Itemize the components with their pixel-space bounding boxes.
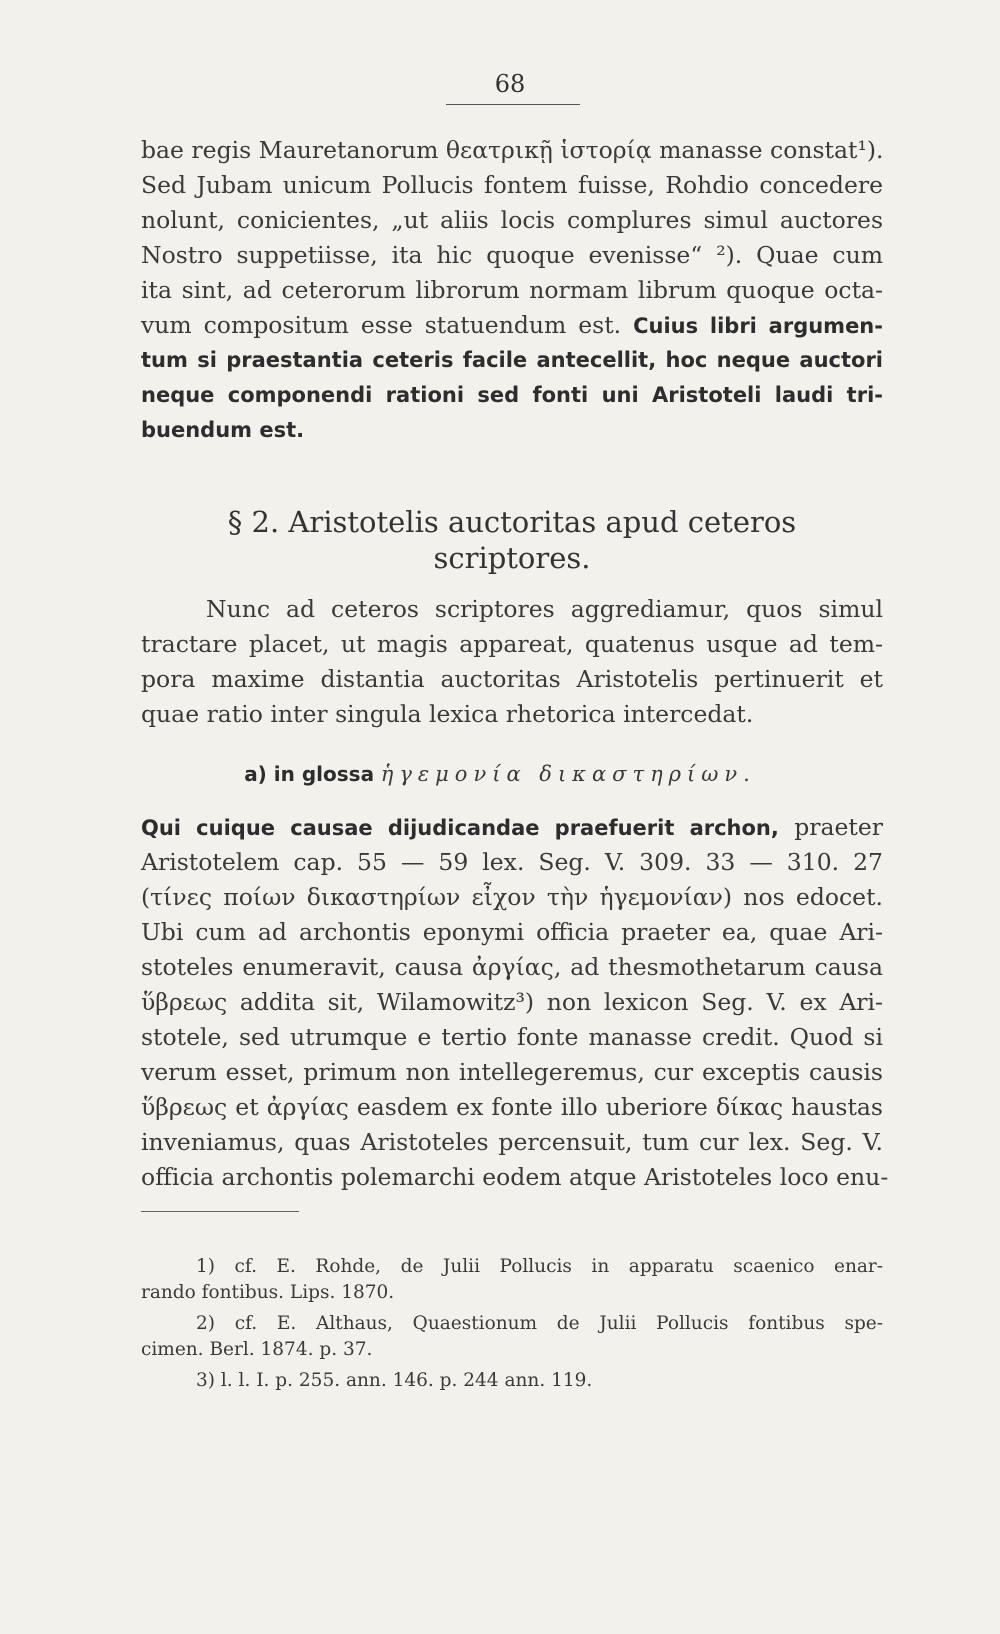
footnote-line: rando fontibus. Lips. 1870. <box>141 1282 395 1303</box>
header-rule <box>446 104 580 105</box>
text-line: ὕβρεως et ἀργίας easdem ex fonte illo uberiore δίκας haustas <box>141 1093 883 1121</box>
text-line: ita sint, ad ceterorum librorum normam librum quoque octa- <box>141 276 883 304</box>
text-regular: vum compositum esse statuendum est. <box>141 311 622 339</box>
text-line: stotele, sed utrumque e tertio fonte manasse credit. Quod si <box>141 1023 883 1051</box>
text-line-mixed <box>141 308 883 343</box>
text-bold: Qui cuique causae dijudicandae praefuerit archon, <box>141 816 779 840</box>
subsection-heading <box>0 757 1000 791</box>
footnote-line: 2) cf. E. Althaus, Quaestionum de Julii Pollucis fontibus spe- <box>196 1313 883 1334</box>
text-line: quae ratio inter singula lexica rhetorica intercedat. <box>141 700 754 728</box>
text-line: bae regis Mauretanorum θεατρικῇ ἱστορίᾳ manasse constat¹). <box>141 136 884 164</box>
text-line: Aristotelem cap. 55 — 59 lex. Seg. V. 309. 33 — 310. 27 <box>141 848 883 876</box>
text-line: pora maxime distantia auctoritas Aristotelis pertinuerit et <box>141 665 883 693</box>
text-line: Ubi cum ad archontis eponymi officia praeter ea, quae Ari- <box>141 918 883 946</box>
text-line: ὕβρεως addita sit, Wilamowitz³) non lexicon Seg. V. ex Ari- <box>141 988 883 1016</box>
text-line: Nostro suppetiisse, ita hic quoque evenisse“ ²). Quae cum <box>141 241 883 269</box>
subsection-greek: ἡγεμονία δικαστηρίων. <box>380 762 756 786</box>
text-line-bold: buendum est. <box>141 418 305 442</box>
text-line: nolunt, conicientes, „ut aliis locis complures simul auctores <box>141 206 883 234</box>
text-line: officia archontis polemarchi eodem atque Aristoteles loco enu- <box>141 1163 889 1191</box>
text-line-bold: neque componendi rationi sed fonti uni Aristoteli laudi tri- <box>141 383 883 407</box>
text-line: stoteles enumeravit, causa ἀργίας, ad thesmothetarum causa <box>141 953 883 981</box>
text-line: tractare placet, ut magis appareat, quatenus usque ad tem- <box>141 630 883 658</box>
text-line: Nunc ad ceteros scriptores aggrediamur, quos simul <box>206 595 883 623</box>
footnote-line: 1) cf. E. Rohde, de Julii Pollucis in apparatu scaenico enar- <box>196 1256 883 1277</box>
section-heading-cont: scriptores. <box>433 541 591 575</box>
footnote-line: 3) l. l. I. p. 255. ann. 146. p. 244 ann. 119. <box>196 1370 593 1391</box>
page-number: 68 <box>494 70 526 98</box>
section-heading: § 2. Aristotelis auctoritas apud ceteros <box>227 505 797 539</box>
text-line: verum esset, primum non intellegeremus, cur exceptis causis <box>141 1058 883 1086</box>
text-line-mixed <box>141 810 883 845</box>
text-regular: praeter <box>794 813 883 841</box>
footnote-rule <box>141 1211 299 1212</box>
footnote-line: cimen. Berl. 1874. p. 37. <box>141 1339 373 1360</box>
subsection-label: a) in glossa <box>244 762 375 786</box>
text-line: Sed Jubam unicum Pollucis fontem fuisse, Rohdio concedere <box>141 171 883 199</box>
text-bold: Cuius libri argumen- <box>633 314 883 338</box>
text-line: inveniamus, quas Aristoteles percensuit, tum cur lex. Seg. V. <box>141 1128 883 1156</box>
text-line: (τίνες ποίων δικαστηρίων εἶχον τὴν ἡγεμονίαν) nos edocet. <box>141 883 883 911</box>
text-line-bold: tum si praestantia ceteris facile antecellit, hoc neque auctori <box>141 348 883 372</box>
